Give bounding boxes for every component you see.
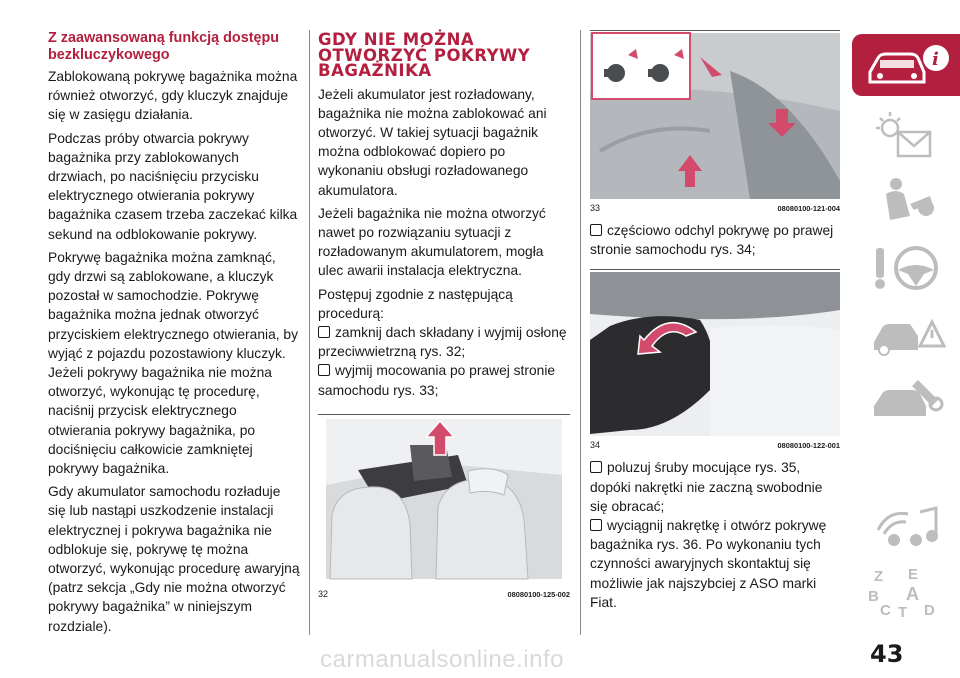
index-letter: T — [898, 604, 908, 621]
figure-caption — [590, 203, 840, 213]
figure-33 — [590, 30, 840, 213]
sidebar-tab-driving[interactable] — [852, 236, 960, 298]
figure-caption — [318, 589, 570, 599]
index-icon — [868, 566, 948, 622]
figure-caption — [590, 440, 840, 450]
checkbox-icon — [318, 364, 330, 376]
paragraph: Pokrywę bagażnika można zamknąć, gdy drzwi są zablokowane, a kluczyk pozostał w samochodzie. Pokrywę bagażnika można jednak otworzyć przyciskiem elektrycznego otwierania, by wyjąć z pojazdu pozostawiony kluczyk. Jeżeli pokrywy bagażnika nie można otworzyć, wykonując tę procedurę, naciśnij przycisk elektrycznego otwierania pokrywy bagażnika, po dociśnięciu całkowicie zamkniętej pokrywy bagażnika. — [48, 249, 298, 477]
service-wrench-icon — [868, 372, 948, 428]
seat-safety-icon — [870, 174, 946, 230]
sidebar-tab-index[interactable] — [852, 562, 960, 624]
svg-text:i: i — [932, 49, 939, 70]
index-letter: D — [924, 602, 935, 619]
paragraph: Zablokowaną pokrywę bagażnika można również otworzyć, gdy kluczyk znajduje się w zasięgu działania. — [48, 69, 298, 123]
paragraph: Podczas próby otwarcia pokrywy bagażnika przy zablokowanych drzwiach, po naciśnięciu przycisku elektrycznego otwierania pokrywy bagażnika czasem trzeba zaczekać kilka sekund na odblokowanie pokrywy. — [48, 130, 298, 242]
paragraph: Postępuj zgodnie z następującą procedurą: — [318, 286, 513, 321]
sidebar-tab-multimedia[interactable] — [852, 496, 960, 558]
figure-number: 33 — [590, 203, 601, 213]
breakdown-icon — [868, 306, 948, 362]
warning-lights-icon — [868, 108, 948, 164]
figure-number: 34 — [590, 440, 601, 451]
index-letter: B — [868, 588, 879, 605]
figure-33-image — [590, 31, 840, 199]
figure-34-image — [590, 270, 840, 436]
index-letter: A — [906, 584, 919, 604]
procedure-step: zamknij dach składany i wyjmij osłonę przeciwwietrzną rys. 32; — [318, 324, 567, 360]
paragraph: Gdy akumulator samochodu rozładuje się lub nastąpi uszkodzenie instalacji elektrycznej i pokrywa bagażnika nie odblokuje się, pokrywę tę można otworzyć, wykonując procedurę awaryjną (patrz sekcja „Gdy nie można otworzyć pokrywy bagażnika” w niniejszym rozdziale). — [48, 484, 300, 634]
checkbox-icon — [590, 224, 602, 236]
figure-32 — [318, 414, 570, 599]
figure-code: 08080100-122-001 — [777, 441, 840, 451]
index-letter: C — [880, 602, 891, 619]
figure-32-image — [318, 415, 570, 585]
watermark: carmanualsonline.info — [320, 646, 564, 673]
index-letter: Z — [874, 568, 884, 585]
checkbox-icon — [590, 461, 602, 473]
car-info-icon — [864, 42, 954, 90]
sidebar-tab-warning-lights[interactable] — [852, 104, 960, 166]
figure-34 — [590, 269, 840, 450]
figure-number: 32 — [318, 588, 329, 599]
column-3 — [590, 30, 840, 612]
figure-code: 08080100-125-002 — [507, 589, 570, 599]
paragraph: Jeżeli bagażnika nie można otworzyć nawet po rozwiązaniu sytuacji z rozładowanym akumulatorem, mogła ulec awarii instalacja elektryczna. — [318, 205, 546, 279]
sidebar-tab-car-info[interactable] — [852, 34, 960, 96]
procedure-step: wyciągnij nakrętkę i otwórz pokrywę bagażnika rys. 36. Po wykonaniu tych czynności awaryjnych skontaktuj się możliwie jak najszybciej z ASO marki Fiat. — [590, 518, 827, 610]
subheading: Z zaawansowaną funkcją dostępu bezkluczykowego — [48, 30, 280, 63]
steering-wheel-icon — [868, 240, 948, 296]
column-divider-2 — [580, 30, 581, 635]
sidebar-tab-safety[interactable] — [852, 170, 960, 232]
column-divider-1 — [309, 30, 310, 635]
checkbox-icon — [590, 519, 602, 531]
sidebar-tab-emergency[interactable] — [852, 302, 960, 364]
figure-code: 08080100-121-004 — [777, 204, 840, 213]
procedure-step: częściowo odchyl pokrywę po prawej stronie samochodu rys. 34; — [590, 223, 834, 258]
paragraph: Jeżeli akumulator jest rozładowany, bagażnika nie można zablokować ani otworzyć. W takiej sytuacji bagażnik można odblokować dopiero po wykonaniu obsługi rozładowanego akumulatora. — [318, 86, 547, 198]
column-1 — [48, 30, 300, 640]
procedure-step: poluzuj śruby mocujące rys. 35, dopóki nakrętki nie zaczną swobodnie się obracać; — [590, 460, 823, 514]
index-letter: E — [908, 566, 919, 583]
multimedia-icon — [868, 500, 948, 556]
procedure-step: wyjmij mocowania po prawej stronie samochodu rys. 33; — [318, 363, 556, 398]
checkbox-icon — [318, 326, 330, 338]
sidebar-tab-maintenance[interactable] — [852, 368, 960, 430]
page-number: 43 — [870, 640, 904, 668]
column-2 — [318, 30, 570, 599]
section-heading: GDY NIE MOŻNA OTWORZYĆ POKRYWY BAGAŻNIKA — [318, 30, 531, 80]
